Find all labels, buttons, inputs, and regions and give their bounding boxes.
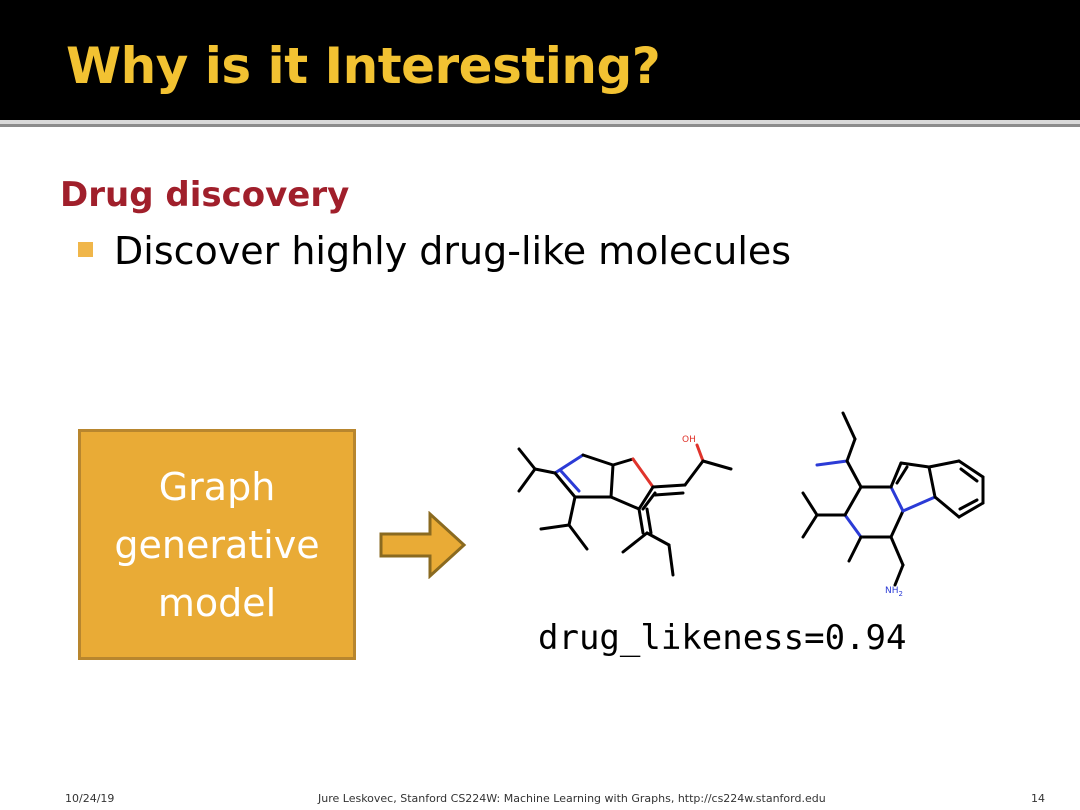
molecule-2 [803, 413, 983, 585]
footer-date: 10/24/19 [65, 792, 115, 805]
amine-label: $NH_2$ [885, 586, 903, 598]
model-box-line-2: generative [114, 522, 320, 567]
molecule-structures [505, 405, 995, 600]
title-divider-shadow [0, 124, 1080, 127]
model-box-label [92, 458, 342, 632]
drug-likeness-value: drug_likeness=0.94 [538, 618, 907, 658]
bullet-square-icon [78, 242, 93, 257]
hydroxyl-label: OH [682, 435, 696, 445]
section-heading: Drug discovery [60, 175, 350, 215]
bullet-text: Discover highly drug-like molecules [114, 229, 792, 273]
model-box-line-3: model [157, 580, 277, 625]
footer-credit: Jure Leskovec, Stanford CS224W: Machine Learning with Graphs, http://cs224w.stanford.edu [318, 792, 826, 805]
page-number: 14 [1031, 792, 1045, 805]
graph-generative-model-box [78, 429, 356, 660]
slide-title: Why is it Interesting? [66, 37, 661, 95]
right-arrow-icon [378, 511, 470, 579]
molecule-1 [519, 445, 731, 575]
model-box-line-1: Graph [158, 464, 276, 509]
